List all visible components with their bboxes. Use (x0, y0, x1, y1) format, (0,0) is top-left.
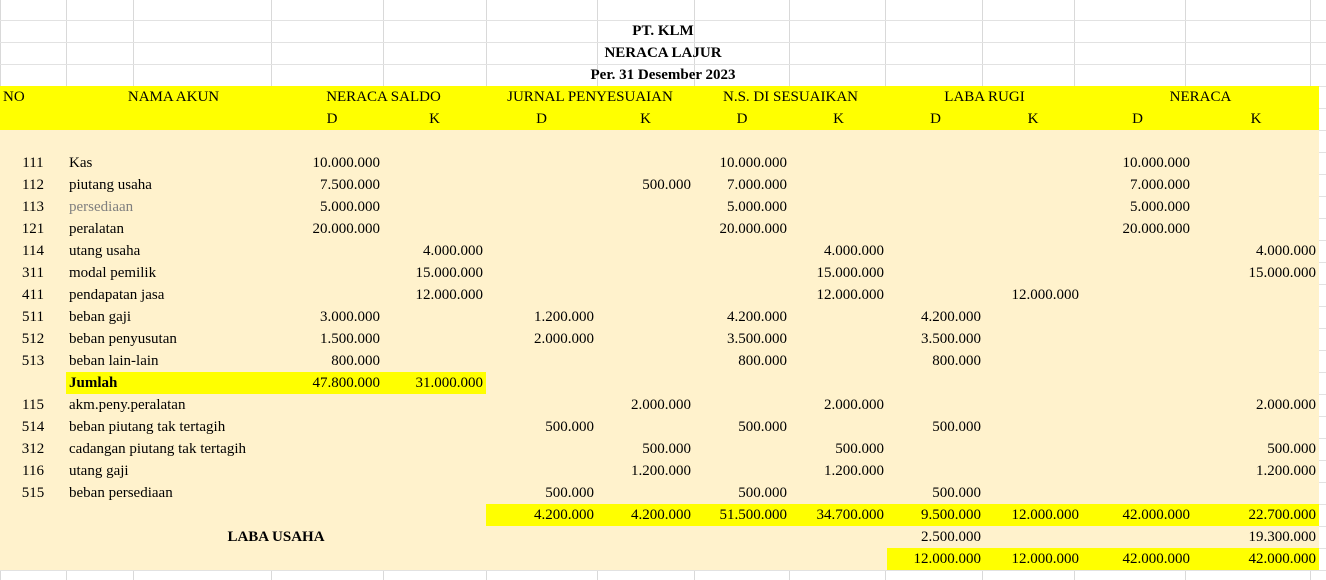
amount-cell: 10.000.000 (694, 152, 790, 174)
amount-cell (694, 460, 790, 482)
amount-cell (383, 174, 486, 196)
account-number: 111 (0, 152, 66, 174)
amount-cell (694, 284, 790, 306)
amount-cell (1082, 416, 1193, 438)
amount-cell: 500.000 (1193, 438, 1319, 460)
amount-cell: 7.000.000 (694, 174, 790, 196)
amount-cell (887, 152, 984, 174)
cell (597, 548, 694, 570)
account-row (0, 218, 1319, 240)
total-cell: 34.700.000 (790, 504, 887, 526)
account-row (0, 350, 1319, 372)
amount-cell (790, 350, 887, 372)
laba-rugi-debit: 2.500.000 (887, 526, 984, 548)
amount-cell (790, 196, 887, 218)
amount-cell (597, 328, 694, 350)
amount-cell: 4.200.000 (694, 306, 790, 328)
amount-cell (790, 152, 887, 174)
account-row (0, 240, 1319, 262)
totals-row (0, 504, 1319, 526)
amount-cell (383, 416, 486, 438)
amount-cell (597, 240, 694, 262)
amount-cell (383, 482, 486, 504)
amount-cell (790, 306, 887, 328)
amount-cell (281, 394, 383, 416)
amount-cell (486, 174, 597, 196)
amount-cell (790, 218, 887, 240)
total-cell: 9.500.000 (887, 504, 984, 526)
amount-cell (486, 394, 597, 416)
account-name: persediaan (66, 196, 281, 218)
cell (790, 372, 887, 394)
amount-cell (887, 460, 984, 482)
cell (0, 372, 66, 394)
debit-header: D (887, 108, 984, 130)
account-row (0, 152, 1319, 174)
credit-header: K (790, 108, 887, 130)
cell (597, 372, 694, 394)
cell (597, 526, 694, 548)
amount-cell: 7.000.000 (1082, 174, 1193, 196)
account-row (0, 306, 1319, 328)
amount-cell (694, 394, 790, 416)
amount-cell: 1.500.000 (281, 328, 383, 350)
amount-cell (887, 438, 984, 460)
account-number: 411 (0, 284, 66, 306)
amount-cell (597, 262, 694, 284)
cell (486, 548, 597, 570)
amount-cell: 1.200.000 (597, 460, 694, 482)
cell (486, 372, 597, 394)
amount-cell (984, 460, 1082, 482)
account-name: beban gaji (66, 306, 281, 328)
amount-cell (486, 460, 597, 482)
final-total-cell: 42.000.000 (1082, 548, 1193, 570)
account-row (0, 438, 1319, 460)
cell (281, 504, 383, 526)
amount-cell (1082, 328, 1193, 350)
account-number: 511 (0, 306, 66, 328)
debit-header: D (694, 108, 790, 130)
amount-cell (597, 306, 694, 328)
account-name: piutang usaha (66, 174, 281, 196)
amount-cell (694, 262, 790, 284)
neraca-credit: 19.300.000 (1193, 526, 1319, 548)
amount-cell (984, 262, 1082, 284)
amount-cell (887, 174, 984, 196)
amount-cell (486, 284, 597, 306)
total-cell: 51.500.000 (694, 504, 790, 526)
amount-cell (383, 438, 486, 460)
amount-cell: 2.000.000 (1193, 394, 1319, 416)
amount-cell: 2.000.000 (597, 394, 694, 416)
amount-cell (486, 262, 597, 284)
cell (887, 130, 984, 152)
amount-cell (486, 438, 597, 460)
account-row (0, 394, 1319, 416)
amount-cell (281, 284, 383, 306)
dk-header-row (0, 108, 1319, 130)
cell (984, 526, 1082, 548)
account-number: 512 (0, 328, 66, 350)
amount-cell: 1.200.000 (1193, 460, 1319, 482)
laba-usaha-row (0, 526, 1319, 548)
cell (694, 526, 790, 548)
final-total-cell: 12.000.000 (887, 548, 984, 570)
amount-cell (597, 152, 694, 174)
amount-cell: 500.000 (486, 416, 597, 438)
account-number: 112 (0, 174, 66, 196)
amount-cell: 12.000.000 (383, 284, 486, 306)
account-row (0, 460, 1319, 482)
amount-cell (383, 350, 486, 372)
amount-cell (597, 482, 694, 504)
amount-cell (1082, 284, 1193, 306)
account-name: cadangan piutang tak tertagih (66, 438, 281, 460)
amount-cell: 4.000.000 (383, 240, 486, 262)
amount-cell (383, 328, 486, 350)
cell (984, 372, 1082, 394)
spacer-row (0, 130, 1319, 152)
amount-cell (984, 416, 1082, 438)
amount-cell: 500.000 (694, 416, 790, 438)
account-name: utang gaji (66, 460, 281, 482)
amount-cell (1193, 328, 1319, 350)
worksheet-table (0, 86, 1319, 570)
debit-header: D (486, 108, 597, 130)
amount-cell (1082, 438, 1193, 460)
amount-cell: 500.000 (486, 482, 597, 504)
amount-cell (281, 416, 383, 438)
cell (984, 130, 1082, 152)
amount-cell (984, 328, 1082, 350)
account-name: beban piutang tak tertagih (66, 416, 281, 438)
cell (0, 130, 66, 152)
amount-cell: 12.000.000 (790, 284, 887, 306)
amount-cell: 10.000.000 (1082, 152, 1193, 174)
amount-cell (984, 240, 1082, 262)
amount-cell (486, 240, 597, 262)
account-row (0, 328, 1319, 350)
amount-cell (984, 394, 1082, 416)
account-row (0, 482, 1319, 504)
cell (0, 526, 66, 548)
amount-cell (1193, 284, 1319, 306)
amount-cell (790, 328, 887, 350)
amount-cell (383, 460, 486, 482)
amount-cell (383, 218, 486, 240)
account-number: 311 (0, 262, 66, 284)
amount-cell (984, 218, 1082, 240)
amount-cell (281, 460, 383, 482)
amount-cell: 3.000.000 (281, 306, 383, 328)
company-name: PT. KLM (632, 23, 694, 39)
cell (790, 526, 887, 548)
amount-cell (984, 482, 1082, 504)
amount-cell (597, 284, 694, 306)
cell (694, 130, 790, 152)
account-row (0, 262, 1319, 284)
cell (66, 504, 281, 526)
cell (281, 130, 383, 152)
jumlah-debit: 47.800.000 (281, 372, 383, 394)
account-number: 312 (0, 438, 66, 460)
group-jurnal-penyesuaian: JURNAL PENYESUAIAN (486, 86, 694, 108)
amount-cell (486, 218, 597, 240)
amount-cell: 500.000 (694, 482, 790, 504)
final-totals-row (0, 548, 1319, 570)
account-name: beban penyusutan (66, 328, 281, 350)
amount-cell (281, 438, 383, 460)
amount-cell (887, 196, 984, 218)
amount-cell (486, 350, 597, 372)
amount-cell: 500.000 (597, 438, 694, 460)
col-no-header: NO (0, 86, 66, 108)
amount-cell: 15.000.000 (383, 262, 486, 284)
group-neraca: NERACA (1082, 86, 1319, 108)
amount-cell (1193, 350, 1319, 372)
amount-cell (1193, 218, 1319, 240)
cell (1082, 526, 1193, 548)
cell (383, 548, 486, 570)
account-number: 113 (0, 196, 66, 218)
amount-cell: 500.000 (887, 482, 984, 504)
group-header-row (0, 86, 1319, 108)
amount-cell: 1.200.000 (486, 306, 597, 328)
amount-cell: 4.000.000 (1193, 240, 1319, 262)
cell (281, 548, 383, 570)
amount-cell (790, 482, 887, 504)
amount-cell: 3.500.000 (887, 328, 984, 350)
report-title: NERACA LAJUR (604, 45, 722, 61)
amount-cell (1193, 174, 1319, 196)
amount-cell (1193, 196, 1319, 218)
cell (790, 548, 887, 570)
amount-cell (984, 174, 1082, 196)
group-laba-rugi: LABA RUGI (887, 86, 1082, 108)
debit-header: D (1082, 108, 1193, 130)
cell (694, 372, 790, 394)
amount-cell: 2.000.000 (790, 394, 887, 416)
amount-cell: 20.000.000 (1082, 218, 1193, 240)
total-cell: 12.000.000 (984, 504, 1082, 526)
cell (887, 372, 984, 394)
account-row (0, 196, 1319, 218)
total-cell: 22.700.000 (1193, 504, 1319, 526)
amount-cell (790, 416, 887, 438)
cell (1193, 372, 1319, 394)
amount-cell (383, 196, 486, 218)
amount-cell: 800.000 (694, 350, 790, 372)
total-cell: 4.200.000 (486, 504, 597, 526)
amount-cell (790, 174, 887, 196)
account-name: pendapatan jasa (66, 284, 281, 306)
amount-cell (1082, 460, 1193, 482)
amount-cell (1082, 240, 1193, 262)
account-number: 515 (0, 482, 66, 504)
account-name: beban lain-lain (66, 350, 281, 372)
jumlah-row (0, 372, 1319, 394)
amount-cell (887, 262, 984, 284)
amount-cell (1082, 350, 1193, 372)
debit-header: D (281, 108, 383, 130)
amount-cell (1082, 482, 1193, 504)
account-name: peralatan (66, 218, 281, 240)
account-name: akm.peny.peralatan (66, 394, 281, 416)
account-number: 115 (0, 394, 66, 416)
amount-cell (1193, 482, 1319, 504)
account-name: utang usaha (66, 240, 281, 262)
cell (383, 504, 486, 526)
final-total-cell: 42.000.000 (1193, 548, 1319, 570)
amount-cell: 20.000.000 (281, 218, 383, 240)
amount-cell (597, 416, 694, 438)
account-number: 514 (0, 416, 66, 438)
total-cell: 42.000.000 (1082, 504, 1193, 526)
account-number: 513 (0, 350, 66, 372)
amount-cell (1193, 306, 1319, 328)
amount-cell (1193, 152, 1319, 174)
amount-cell: 500.000 (887, 416, 984, 438)
final-total-cell: 12.000.000 (984, 548, 1082, 570)
account-number: 116 (0, 460, 66, 482)
credit-header: K (597, 108, 694, 130)
account-number: 121 (0, 218, 66, 240)
amount-cell (1082, 306, 1193, 328)
amount-cell (383, 394, 486, 416)
amount-cell (694, 438, 790, 460)
credit-header: K (1193, 108, 1319, 130)
amount-cell: 800.000 (887, 350, 984, 372)
amount-cell (597, 350, 694, 372)
account-row (0, 416, 1319, 438)
group-neraca-saldo: NERACA SALDO (281, 86, 486, 108)
jumlah-label: Jumlah (66, 372, 281, 394)
account-name: modal pemilik (66, 262, 281, 284)
cell (694, 548, 790, 570)
cell (66, 548, 281, 570)
amount-cell (486, 196, 597, 218)
laba-usaha-label: LABA USAHA (66, 526, 486, 548)
amount-cell (984, 306, 1082, 328)
amount-cell: 12.000.000 (984, 284, 1082, 306)
cell (1193, 130, 1319, 152)
cell (1082, 130, 1193, 152)
amount-cell (984, 350, 1082, 372)
cell (486, 526, 597, 548)
amount-cell (597, 196, 694, 218)
amount-cell: 5.000.000 (281, 196, 383, 218)
amount-cell (383, 306, 486, 328)
amount-cell: 4.200.000 (887, 306, 984, 328)
credit-header: K (984, 108, 1082, 130)
amount-cell: 800.000 (281, 350, 383, 372)
cell (0, 548, 66, 570)
amount-cell (984, 196, 1082, 218)
cell (486, 130, 597, 152)
amount-cell: 15.000.000 (790, 262, 887, 284)
amount-cell: 10.000.000 (281, 152, 383, 174)
cell (383, 130, 486, 152)
amount-cell (281, 262, 383, 284)
amount-cell (1082, 262, 1193, 284)
account-name: beban persediaan (66, 482, 281, 504)
amount-cell (597, 218, 694, 240)
report-period: Per. 31 Desember 2023 (590, 67, 736, 83)
amount-cell: 15.000.000 (1193, 262, 1319, 284)
amount-cell: 4.000.000 (790, 240, 887, 262)
cell (1082, 372, 1193, 394)
amount-cell: 500.000 (790, 438, 887, 460)
account-name: Kas (66, 152, 281, 174)
cell (0, 504, 66, 526)
account-row (0, 284, 1319, 306)
amount-cell (281, 240, 383, 262)
amount-cell: 20.000.000 (694, 218, 790, 240)
amount-cell (984, 152, 1082, 174)
amount-cell: 500.000 (597, 174, 694, 196)
account-row (0, 174, 1319, 196)
amount-cell: 5.000.000 (694, 196, 790, 218)
cell (597, 130, 694, 152)
amount-cell: 1.200.000 (790, 460, 887, 482)
amount-cell (887, 218, 984, 240)
amount-cell: 3.500.000 (694, 328, 790, 350)
amount-cell: 2.000.000 (486, 328, 597, 350)
amount-cell (887, 240, 984, 262)
jumlah-credit: 31.000.000 (383, 372, 486, 394)
amount-cell (281, 482, 383, 504)
cell (790, 130, 887, 152)
total-cell: 4.200.000 (597, 504, 694, 526)
group-ns-disesuaikan: N.S. DI SESUAIKAN (694, 86, 887, 108)
amount-cell (383, 152, 486, 174)
amount-cell (486, 152, 597, 174)
amount-cell (694, 240, 790, 262)
cell (66, 130, 281, 152)
amount-cell (984, 438, 1082, 460)
account-number: 114 (0, 240, 66, 262)
amount-cell: 7.500.000 (281, 174, 383, 196)
amount-cell: 5.000.000 (1082, 196, 1193, 218)
credit-header: K (383, 108, 486, 130)
amount-cell (887, 284, 984, 306)
col-name-header: NAMA AKUN (66, 86, 281, 108)
amount-cell (1193, 416, 1319, 438)
amount-cell (1082, 394, 1193, 416)
amount-cell (887, 394, 984, 416)
